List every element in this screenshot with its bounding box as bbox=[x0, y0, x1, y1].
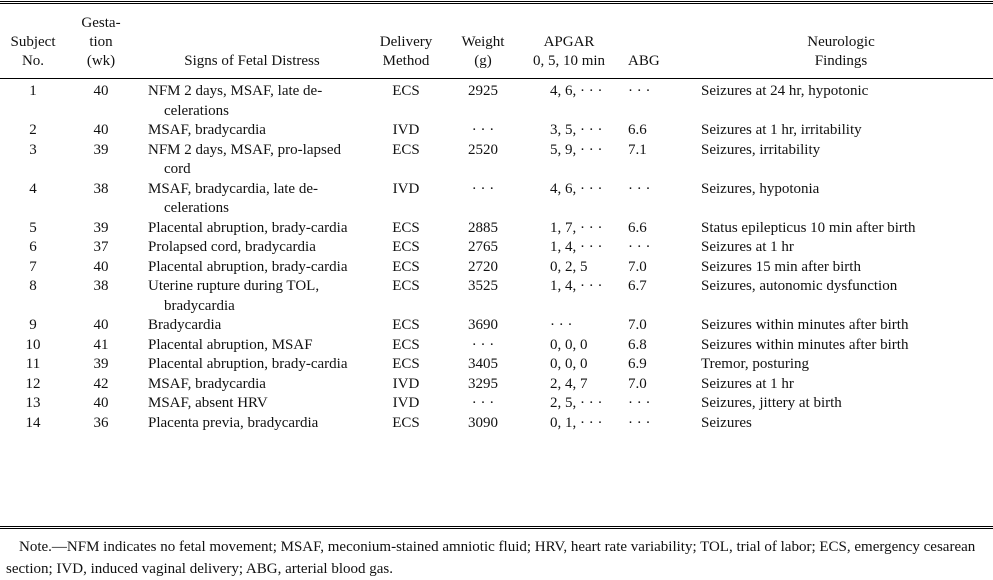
cell-abg: 7.0 bbox=[628, 375, 647, 392]
cell-neuro: Seizures at 1 hr bbox=[701, 239, 794, 255]
cell-apgar: · · · bbox=[550, 317, 573, 333]
table-row bbox=[0, 258, 993, 278]
cell-delivery: IVD bbox=[392, 375, 420, 392]
cell-neuro: Seizures, hypotonia bbox=[701, 180, 820, 197]
cell-weight: · · · bbox=[471, 336, 495, 353]
cell-apgar: 1, 4, · · · bbox=[550, 278, 603, 294]
cell-neuro: Seizures at 24 hr, hypotonic bbox=[701, 83, 869, 99]
cell-neuro: Seizures within minutes after birth bbox=[701, 317, 909, 333]
cell-signs: MSAF, bradycardia bbox=[148, 122, 266, 138]
header-delivery: Delivery Method bbox=[379, 34, 433, 69]
cell-delivery: ECS bbox=[392, 258, 420, 275]
cell-signs: MSAF, absent HRV bbox=[148, 395, 268, 411]
header-apgar: APGAR 0, 5, 10 min bbox=[532, 34, 606, 69]
cell-neuro: Seizures bbox=[701, 414, 752, 431]
header-abg: ABG bbox=[628, 53, 660, 69]
cell-signs: Prolapsed cord, bradycardia bbox=[148, 239, 316, 255]
cell-delivery: ECS bbox=[392, 414, 420, 431]
table-row bbox=[0, 78, 993, 121]
header-weight: Weight (g) bbox=[461, 34, 505, 69]
cell-gestation: 42 bbox=[93, 375, 109, 392]
cell-gestation: 38 bbox=[93, 278, 109, 294]
cell-abg: · · · bbox=[628, 395, 651, 411]
cell-weight: 2720 bbox=[468, 258, 498, 275]
cell-weight: 2925 bbox=[468, 83, 498, 99]
cell-signs: Placental abruption, brady-cardia bbox=[148, 356, 348, 372]
cell-abg: · · · bbox=[628, 180, 651, 197]
cell-subject: 10 bbox=[25, 336, 41, 353]
cell-signs: Placental abruption, MSAF bbox=[148, 336, 313, 353]
cell-subject: 11 bbox=[25, 356, 41, 372]
cell-subject: 3 bbox=[29, 141, 37, 158]
cell-weight: 2765 bbox=[468, 239, 498, 255]
cell-apgar: 0, 1, · · · bbox=[550, 414, 603, 431]
header-neuro: Neurologic Findings bbox=[807, 34, 875, 69]
cell-abg: · · · bbox=[628, 239, 651, 255]
cell-subject: 5 bbox=[29, 219, 37, 236]
cell-apgar: 0, 2, 5 bbox=[550, 258, 588, 275]
cell-neuro: Tremor, posturing bbox=[701, 356, 810, 372]
cell-delivery: ECS bbox=[392, 219, 420, 236]
table-row bbox=[0, 180, 993, 219]
cell-gestation: 39 bbox=[93, 141, 109, 158]
cell-signs: NFM 2 days, MSAF, pro-lapsed cord bbox=[148, 141, 341, 177]
cell-delivery: IVD bbox=[392, 180, 420, 197]
cell-weight: 3525 bbox=[468, 278, 498, 294]
cell-apgar: 4, 6, · · · bbox=[550, 180, 603, 197]
table-bottom-rule bbox=[0, 526, 993, 532]
cell-signs: MSAF, bradycardia bbox=[148, 375, 266, 392]
cell-abg: 6.7 bbox=[628, 278, 647, 294]
cell-neuro: Seizures within minutes after birth bbox=[701, 336, 909, 353]
cell-neuro: Seizures at 1 hr bbox=[701, 375, 794, 392]
cell-subject: 9 bbox=[29, 317, 37, 333]
table-row bbox=[0, 238, 993, 258]
cell-gestation: 36 bbox=[93, 414, 109, 431]
cell-weight: 2520 bbox=[468, 141, 498, 158]
cell-neuro: Seizures, jittery at birth bbox=[701, 395, 842, 411]
cell-signs: Placental abruption, brady-cardia bbox=[148, 258, 348, 275]
cell-apgar: 1, 4, · · · bbox=[550, 239, 603, 255]
cell-weight: 3295 bbox=[468, 375, 498, 392]
table-row bbox=[0, 316, 993, 336]
table-row bbox=[0, 141, 993, 180]
cell-weight: 2885 bbox=[468, 219, 498, 236]
cell-signs: MSAF, bradycardia, late de-celerations bbox=[148, 180, 318, 216]
cell-neuro: Seizures, irritability bbox=[701, 141, 821, 158]
cell-subject: 12 bbox=[25, 375, 41, 392]
cell-neuro: Seizures 15 min after birth bbox=[701, 258, 861, 275]
cell-abg: 6.6 bbox=[628, 122, 647, 138]
cell-signs: Placental abruption, brady-cardia bbox=[148, 219, 348, 236]
table-row bbox=[0, 375, 993, 395]
cell-gestation: 40 bbox=[93, 122, 109, 138]
cell-abg: 7.1 bbox=[628, 141, 647, 158]
table-row bbox=[0, 277, 993, 316]
table-row bbox=[0, 219, 993, 239]
cell-delivery: ECS bbox=[392, 141, 420, 158]
cell-apgar: 3, 5, · · · bbox=[550, 122, 603, 138]
cell-apgar: 0, 0, 0 bbox=[550, 336, 588, 353]
cell-subject: 14 bbox=[25, 414, 41, 431]
cell-apgar: 2, 4, 7 bbox=[550, 375, 588, 392]
cell-abg: 6.9 bbox=[628, 356, 647, 372]
cell-gestation: 39 bbox=[93, 219, 109, 236]
cell-neuro: Status epilepticus 10 min after birth bbox=[701, 219, 916, 236]
table-header bbox=[0, 0, 993, 78]
cell-subject: 6 bbox=[29, 239, 37, 255]
cell-delivery: ECS bbox=[392, 356, 420, 372]
cell-weight: · · · bbox=[471, 395, 495, 411]
cell-weight: 3090 bbox=[468, 414, 498, 431]
cell-delivery: IVD bbox=[392, 395, 420, 411]
cell-subject: 8 bbox=[29, 278, 37, 294]
cell-delivery: IVD bbox=[392, 122, 420, 138]
cell-abg: 7.0 bbox=[628, 317, 647, 333]
cell-signs: Bradycardia bbox=[148, 317, 222, 333]
cell-apgar: 1, 7, · · · bbox=[550, 219, 603, 236]
table-body bbox=[0, 78, 993, 433]
cell-gestation: 40 bbox=[93, 395, 109, 411]
cell-delivery: ECS bbox=[392, 317, 420, 333]
cell-weight: 3690 bbox=[468, 317, 498, 333]
cell-gestation: 40 bbox=[93, 258, 109, 275]
cell-abg: · · · bbox=[628, 83, 651, 99]
cell-gestation: 40 bbox=[93, 317, 109, 333]
cell-abg: · · · bbox=[628, 414, 651, 431]
header-signs: Signs of Fetal Distress bbox=[184, 53, 320, 69]
cell-apgar: 0, 0, 0 bbox=[550, 356, 588, 372]
header-gestation: Gesta- tion (wk) bbox=[81, 15, 121, 69]
cell-abg: 7.0 bbox=[628, 258, 647, 275]
cell-signs: Uterine rupture during TOL, bradycardia bbox=[148, 278, 320, 314]
cell-apgar: 5, 9, · · · bbox=[550, 141, 603, 158]
table-row bbox=[0, 121, 993, 141]
cell-subject: 13 bbox=[25, 395, 41, 411]
cell-neuro: Seizures at 1 hr, irritability bbox=[701, 122, 862, 138]
cell-gestation: 37 bbox=[93, 239, 109, 255]
cell-delivery: ECS bbox=[392, 336, 420, 353]
cell-weight: · · · bbox=[471, 122, 495, 138]
cell-neuro: Seizures, autonomic dysfunction bbox=[701, 278, 898, 294]
cell-subject: 4 bbox=[29, 180, 37, 197]
cell-gestation: 38 bbox=[93, 180, 109, 197]
cell-abg: 6.8 bbox=[628, 336, 647, 353]
cell-delivery: ECS bbox=[392, 239, 420, 255]
table-row bbox=[0, 355, 993, 375]
cell-delivery: ECS bbox=[392, 278, 420, 294]
table-row bbox=[0, 394, 993, 414]
table-footnote: Note.—NFM indicates no fetal movement; MSAF, meconium-stained amniotic fluid; HRV, heart rate variability; TOL, trial of labor; ECS, emergency cesarean section; IVD, induced vaginal delivery; ABG, arterial blood gas. bbox=[6, 539, 976, 577]
cell-signs: NFM 2 days, MSAF, late de-celerations bbox=[148, 83, 323, 119]
cell-delivery: ECS bbox=[392, 83, 420, 99]
cell-signs: Placenta previa, bradycardia bbox=[148, 414, 319, 431]
cell-subject: 1 bbox=[29, 83, 37, 99]
cell-apgar: 2, 5, · · · bbox=[550, 395, 603, 411]
table-row bbox=[0, 336, 993, 356]
cell-subject: 2 bbox=[29, 122, 37, 138]
cell-abg: 6.6 bbox=[628, 219, 647, 236]
cell-weight: 3405 bbox=[468, 356, 498, 372]
cell-gestation: 39 bbox=[93, 356, 109, 372]
cell-weight: · · · bbox=[471, 180, 495, 197]
cell-gestation: 40 bbox=[93, 83, 109, 99]
cell-gestation: 41 bbox=[93, 336, 109, 353]
cell-apgar: 4, 6, · · · bbox=[550, 83, 603, 99]
header-subject: Subject No. bbox=[10, 34, 56, 69]
table-row bbox=[0, 414, 993, 434]
cell-subject: 7 bbox=[29, 258, 37, 275]
